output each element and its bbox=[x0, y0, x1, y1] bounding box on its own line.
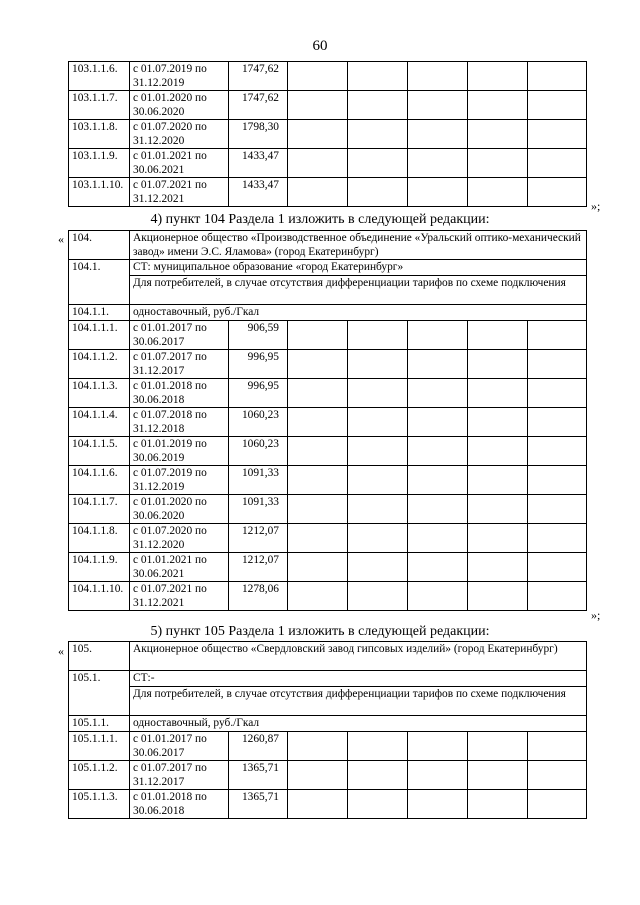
empty-cell bbox=[468, 149, 528, 178]
empty-cell bbox=[468, 408, 528, 437]
empty-cell bbox=[468, 120, 528, 149]
row-number: 104.1.1.2. bbox=[69, 350, 130, 379]
opening-quote: « bbox=[58, 644, 64, 658]
consumers-text: Для потребителей, в случае отсутствия дифференциации тарифов по схеме подключения bbox=[130, 687, 587, 716]
empty-cell bbox=[468, 62, 528, 91]
row-period: с 01.07.2018 по 31.12.2018 bbox=[130, 408, 229, 437]
tariff-row bbox=[69, 350, 587, 379]
row-value: 1212,07 bbox=[229, 524, 288, 553]
empty-cell bbox=[528, 437, 587, 466]
closing-quote: »; bbox=[591, 608, 601, 622]
row-value: 996,95 bbox=[229, 379, 288, 408]
row-period: с 01.07.2021 по 31.12.2021 bbox=[130, 178, 229, 207]
empty-cell bbox=[348, 437, 408, 466]
tariff-row bbox=[69, 408, 587, 437]
row-value: 1091,33 bbox=[229, 495, 288, 524]
row-period: с 01.01.2020 по 30.06.2020 bbox=[130, 91, 229, 120]
empty-cell bbox=[468, 582, 528, 611]
row-number: 105.1.1.3. bbox=[69, 790, 130, 819]
org-number: 105. bbox=[69, 642, 130, 671]
row-value: 1747,62 bbox=[229, 62, 288, 91]
empty-cell bbox=[468, 178, 528, 207]
empty-cell bbox=[528, 553, 587, 582]
empty-cell bbox=[468, 466, 528, 495]
row-value: 1260,87 bbox=[229, 732, 288, 761]
empty-cell bbox=[528, 149, 587, 178]
empty-cell bbox=[348, 149, 408, 178]
tariff-row bbox=[69, 761, 587, 790]
row-value: 1060,23 bbox=[229, 437, 288, 466]
org-number: 104. bbox=[69, 231, 130, 260]
row-number: 104.1.1.8. bbox=[69, 524, 130, 553]
rate-text: одноставочный, руб./Гкал bbox=[130, 305, 587, 321]
row-number: 104.1.1.6. bbox=[69, 466, 130, 495]
row-value: 1433,47 bbox=[229, 178, 288, 207]
empty-cell bbox=[348, 178, 408, 207]
empty-cell bbox=[288, 437, 348, 466]
empty-cell bbox=[288, 495, 348, 524]
tariff-table-105 bbox=[68, 641, 587, 819]
empty-cell bbox=[528, 379, 587, 408]
empty-cell bbox=[288, 321, 348, 350]
empty-cell bbox=[288, 790, 348, 819]
empty-cell bbox=[348, 466, 408, 495]
empty-cell bbox=[528, 91, 587, 120]
row-number: 103.1.1.9. bbox=[69, 149, 130, 178]
empty-cell bbox=[408, 91, 468, 120]
empty-cell bbox=[408, 524, 468, 553]
empty-cell bbox=[528, 732, 587, 761]
row-value: 1365,71 bbox=[229, 761, 288, 790]
row-period: с 01.07.2019 по 31.12.2019 bbox=[130, 466, 229, 495]
tariff-row bbox=[69, 62, 587, 91]
empty-cell bbox=[528, 582, 587, 611]
tariff-row bbox=[69, 524, 587, 553]
tariff-row bbox=[69, 321, 587, 350]
closing-quote: »; bbox=[591, 199, 601, 213]
empty-cell bbox=[408, 120, 468, 149]
empty-cell bbox=[288, 524, 348, 553]
empty-cell bbox=[348, 553, 408, 582]
empty-cell bbox=[408, 466, 468, 495]
empty-cell bbox=[468, 495, 528, 524]
row-number: 103.1.1.10. bbox=[69, 178, 130, 207]
empty-cell bbox=[528, 350, 587, 379]
rate-text: одноставочный, руб./Гкал bbox=[130, 716, 587, 732]
empty-cell bbox=[288, 466, 348, 495]
section-heading-104: 4) пункт 104 Раздела 1 изложить в следующей редакции: bbox=[150, 212, 490, 227]
empty-cell bbox=[468, 91, 528, 120]
empty-cell bbox=[288, 91, 348, 120]
tariff-row bbox=[69, 466, 587, 495]
row-number: 104.1.1.9. bbox=[69, 553, 130, 582]
empty-cell bbox=[528, 120, 587, 149]
page-number: 60 bbox=[312, 38, 328, 54]
empty-cell bbox=[408, 350, 468, 379]
empty-cell bbox=[468, 761, 528, 790]
empty-cell bbox=[408, 495, 468, 524]
tariff-row bbox=[69, 379, 587, 408]
empty-cell bbox=[528, 524, 587, 553]
section-heading-105: 5) пункт 105 Раздела 1 изложить в следующей редакции: bbox=[150, 624, 490, 639]
empty-cell bbox=[408, 437, 468, 466]
row-period: с 01.01.2018 по 30.06.2018 bbox=[130, 790, 229, 819]
row-period: с 01.01.2020 по 30.06.2020 bbox=[130, 495, 229, 524]
row-number: 104.1.1.3. bbox=[69, 379, 130, 408]
row-number: 104.1.1.5. bbox=[69, 437, 130, 466]
row-period: с 01.07.2017 по 31.12.2017 bbox=[130, 350, 229, 379]
empty-cell bbox=[348, 495, 408, 524]
tariff-table-103 bbox=[68, 61, 587, 207]
row-period: с 01.07.2019 по 31.12.2019 bbox=[130, 62, 229, 91]
row-value: 1091,33 bbox=[229, 466, 288, 495]
consumers-text: Для потребителей, в случае отсутствия дифференциации тарифов по схеме подключения bbox=[130, 276, 587, 305]
row-value: 1212,07 bbox=[229, 553, 288, 582]
rate-number: 104.1.1. bbox=[69, 305, 130, 321]
row-period: с 01.01.2017 по 30.06.2017 bbox=[130, 732, 229, 761]
empty-cell bbox=[348, 790, 408, 819]
empty-cell bbox=[288, 379, 348, 408]
row-number: 105.1.1.1. bbox=[69, 732, 130, 761]
row-value: 1365,71 bbox=[229, 790, 288, 819]
empty-cell bbox=[408, 790, 468, 819]
empty-cell bbox=[348, 408, 408, 437]
empty-cell bbox=[528, 408, 587, 437]
empty-cell bbox=[288, 408, 348, 437]
empty-cell bbox=[288, 120, 348, 149]
row-number: 104.1.1.7. bbox=[69, 495, 130, 524]
row-period: с 01.07.2021 по 31.12.2021 bbox=[130, 582, 229, 611]
empty-cell bbox=[408, 178, 468, 207]
st-text: СТ: муниципальное образование «город Екатеринбург» bbox=[130, 260, 587, 276]
empty-cell bbox=[468, 553, 528, 582]
row-number: 104.1.1.1. bbox=[69, 321, 130, 350]
empty-cell bbox=[408, 321, 468, 350]
st-number: 105.1. bbox=[69, 671, 130, 716]
row-period: с 01.07.2017 по 31.12.2017 bbox=[130, 761, 229, 790]
row-period: с 01.01.2021 по 30.06.2021 bbox=[130, 553, 229, 582]
empty-cell bbox=[348, 582, 408, 611]
empty-cell bbox=[468, 732, 528, 761]
empty-cell bbox=[468, 790, 528, 819]
row-value: 1278,06 bbox=[229, 582, 288, 611]
empty-cell bbox=[288, 732, 348, 761]
row-number: 104.1.1.10. bbox=[69, 582, 130, 611]
empty-cell bbox=[408, 149, 468, 178]
st-text: СТ:- bbox=[130, 671, 587, 687]
row-value: 1060,23 bbox=[229, 408, 288, 437]
empty-cell bbox=[528, 761, 587, 790]
row-number: 105.1.1.2. bbox=[69, 761, 130, 790]
row-number: 104.1.1.4. bbox=[69, 408, 130, 437]
row-period: с 01.01.2017 по 30.06.2017 bbox=[130, 321, 229, 350]
row-period: с 01.07.2020 по 31.12.2020 bbox=[130, 524, 229, 553]
tariff-row bbox=[69, 732, 587, 761]
empty-cell bbox=[348, 379, 408, 408]
empty-cell bbox=[288, 553, 348, 582]
empty-cell bbox=[288, 149, 348, 178]
empty-cell bbox=[528, 321, 587, 350]
empty-cell bbox=[348, 91, 408, 120]
tariff-table-104 bbox=[68, 230, 587, 611]
row-period: с 01.01.2019 по 30.06.2019 bbox=[130, 437, 229, 466]
tariff-row bbox=[69, 91, 587, 120]
empty-cell bbox=[288, 350, 348, 379]
empty-cell bbox=[528, 790, 587, 819]
row-number: 103.1.1.8. bbox=[69, 120, 130, 149]
empty-cell bbox=[288, 761, 348, 790]
empty-cell bbox=[348, 761, 408, 790]
row-period: с 01.01.2021 по 30.06.2021 bbox=[130, 149, 229, 178]
row-value: 906,59 bbox=[229, 321, 288, 350]
row-number: 103.1.1.6. bbox=[69, 62, 130, 91]
tariff-row bbox=[69, 178, 587, 207]
empty-cell bbox=[348, 120, 408, 149]
row-value: 1798,30 bbox=[229, 120, 288, 149]
empty-cell bbox=[288, 178, 348, 207]
tariff-row bbox=[69, 582, 587, 611]
row-number: 103.1.1.7. bbox=[69, 91, 130, 120]
rate-number: 105.1.1. bbox=[69, 716, 130, 732]
row-period: с 01.01.2018 по 30.06.2018 bbox=[130, 379, 229, 408]
empty-cell bbox=[408, 408, 468, 437]
org-name: Акционерное общество «Свердловский завод гипсовых изделий» (город Екатеринбург) bbox=[130, 642, 587, 671]
empty-cell bbox=[348, 321, 408, 350]
row-value: 1433,47 bbox=[229, 149, 288, 178]
empty-cell bbox=[348, 524, 408, 553]
empty-cell bbox=[528, 495, 587, 524]
empty-cell bbox=[348, 732, 408, 761]
tariff-row bbox=[69, 437, 587, 466]
empty-cell bbox=[468, 524, 528, 553]
row-value: 1747,62 bbox=[229, 91, 288, 120]
tariff-row bbox=[69, 790, 587, 819]
row-period: с 01.07.2020 по 31.12.2020 bbox=[130, 120, 229, 149]
empty-cell bbox=[468, 321, 528, 350]
org-name: Акционерное общество «Производственное объединение «Уральский оптико-механический завод» имени Э.С. Яламова» (город Екатеринбург) bbox=[130, 231, 587, 260]
empty-cell bbox=[528, 178, 587, 207]
tariff-row bbox=[69, 495, 587, 524]
st-number: 104.1. bbox=[69, 260, 130, 305]
tariff-row bbox=[69, 149, 587, 178]
empty-cell bbox=[408, 553, 468, 582]
tariff-row bbox=[69, 553, 587, 582]
empty-cell bbox=[468, 350, 528, 379]
empty-cell bbox=[468, 437, 528, 466]
empty-cell bbox=[528, 62, 587, 91]
empty-cell bbox=[348, 350, 408, 379]
empty-cell bbox=[408, 732, 468, 761]
empty-cell bbox=[528, 466, 587, 495]
empty-cell bbox=[408, 761, 468, 790]
empty-cell bbox=[288, 582, 348, 611]
row-value: 996,95 bbox=[229, 350, 288, 379]
empty-cell bbox=[408, 379, 468, 408]
empty-cell bbox=[348, 62, 408, 91]
empty-cell bbox=[408, 62, 468, 91]
tariff-row bbox=[69, 120, 587, 149]
opening-quote: « bbox=[58, 232, 64, 246]
empty-cell bbox=[468, 379, 528, 408]
empty-cell bbox=[408, 582, 468, 611]
empty-cell bbox=[288, 62, 348, 91]
